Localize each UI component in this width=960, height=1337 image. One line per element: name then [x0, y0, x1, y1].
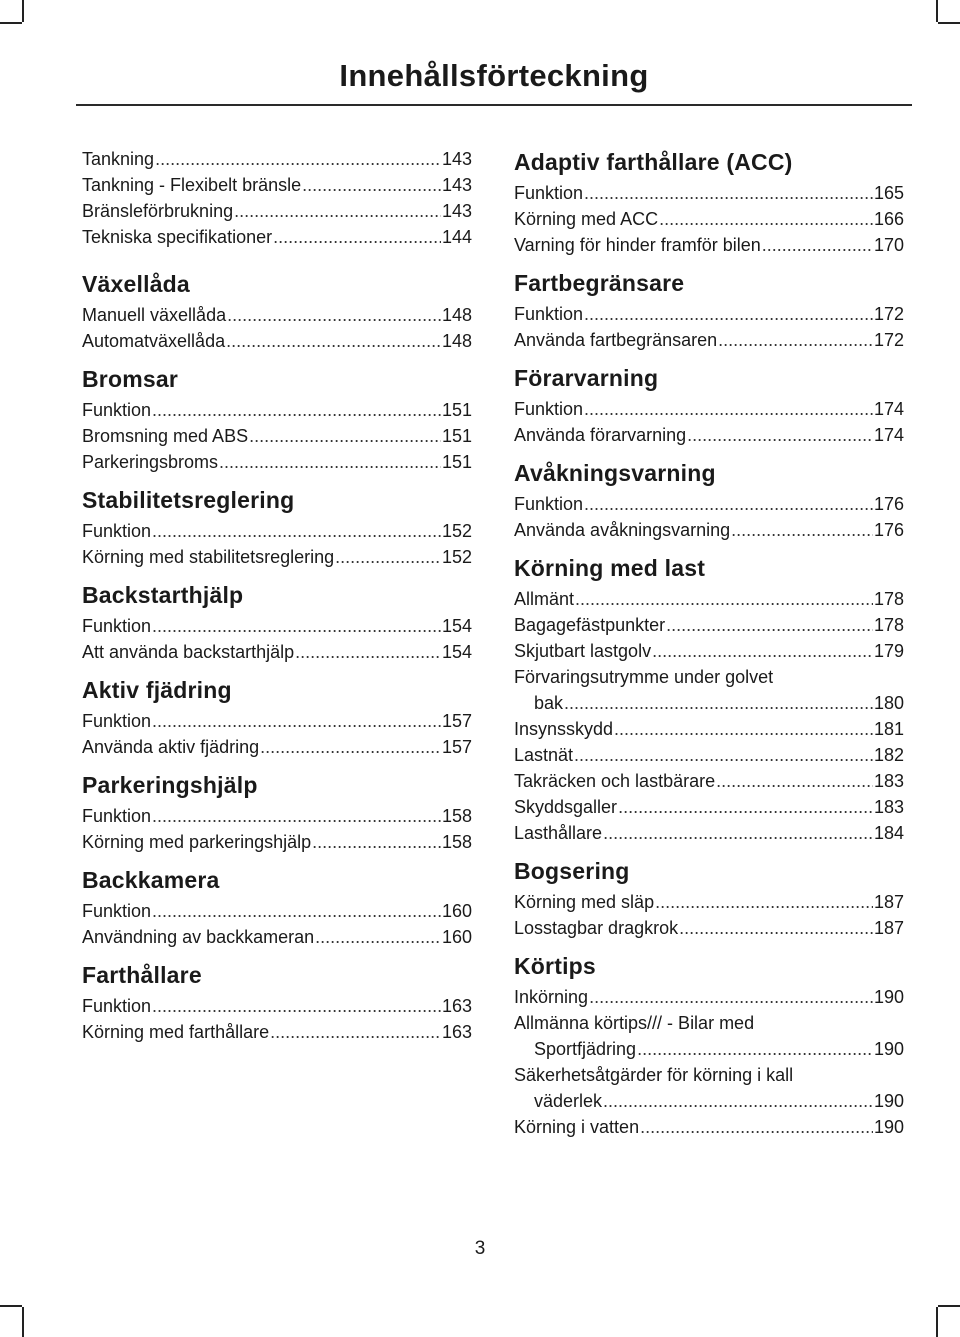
toc-entry[interactable]	[82, 423, 472, 449]
section-heading[interactable]: Backkamera	[82, 867, 220, 893]
toc-entry-page: 158	[441, 806, 472, 826]
toc-entry-page: 163	[441, 1022, 472, 1042]
section-heading[interactable]: Backstarthjälp	[82, 582, 244, 608]
toc-entry[interactable]	[514, 301, 904, 327]
dot-leader	[687, 422, 873, 448]
toc-entry[interactable]	[82, 544, 472, 570]
toc-entry-page: 176	[873, 494, 904, 514]
section-heading[interactable]: Fartbegränsare	[514, 270, 685, 296]
toc-entry-continuation	[514, 690, 904, 716]
toc-section	[82, 579, 472, 665]
toc-entry-page: 178	[873, 615, 904, 635]
dot-leader	[273, 224, 441, 250]
section-heading[interactable]: Aktiv fjädring	[82, 677, 232, 703]
toc-entry[interactable]	[82, 518, 472, 544]
toc-entry[interactable]	[82, 898, 472, 924]
toc-entry[interactable]	[514, 820, 904, 846]
dot-leader	[731, 517, 873, 543]
toc-entry-label: Automatväxellåda	[82, 331, 226, 351]
toc-entry-page: 181	[873, 719, 904, 739]
dot-leader	[302, 172, 441, 198]
toc-entry[interactable]	[514, 984, 904, 1010]
toc-entry-page: 154	[441, 616, 472, 636]
toc-entry-page: 148	[441, 331, 472, 351]
dot-leader	[603, 820, 873, 846]
toc-entry-label: Funktion	[82, 400, 152, 420]
toc-entry-page: 180	[873, 693, 904, 713]
toc-entry[interactable]	[514, 491, 904, 517]
toc-entry-page: 190	[873, 1091, 904, 1111]
dot-leader	[652, 638, 873, 664]
toc-entry-page: 151	[441, 452, 472, 472]
toc-entry-page: 158	[441, 832, 472, 852]
dot-leader	[270, 1019, 441, 1045]
toc-entry-label: Funktion	[514, 183, 584, 203]
toc-entry-label: Körning med släp	[514, 892, 655, 912]
toc-entry-label: Lastnät	[514, 745, 574, 765]
toc-entry-label: Lasthållare	[514, 823, 603, 843]
toc-entry-label-cont: väderlek	[534, 1091, 603, 1111]
crop-mark	[0, 1305, 22, 1307]
dot-leader	[584, 301, 873, 327]
dot-leader	[152, 708, 441, 734]
toc-entry-label: Takräcken och lastbärare	[514, 771, 716, 791]
toc-entry-label: Funktion	[514, 304, 584, 324]
toc-entry[interactable]	[514, 664, 904, 716]
toc-entry-page: 143	[441, 175, 472, 195]
toc-right-column	[514, 146, 904, 1149]
dot-leader	[226, 328, 441, 354]
toc-entry-page: 166	[873, 209, 904, 229]
crop-mark	[936, 1307, 938, 1337]
toc-entry-page: 160	[441, 901, 472, 921]
toc-section-top	[82, 146, 472, 250]
toc-entry-page: 157	[441, 737, 472, 757]
toc-entry-page: 172	[873, 304, 904, 324]
section-heading[interactable]: Stabilitetsreglering	[82, 487, 295, 513]
dot-leader	[618, 794, 873, 820]
toc-entry-label: Tankning	[82, 149, 155, 169]
toc-entry[interactable]	[514, 612, 904, 638]
toc-entry-page: 143	[441, 201, 472, 221]
toc-entry-page: 148	[441, 305, 472, 325]
toc-entry-label: Allmänt	[514, 589, 575, 609]
toc-entry[interactable]	[514, 638, 904, 664]
toc-entry-page: 151	[441, 400, 472, 420]
dot-leader	[155, 146, 441, 172]
toc-entry-label: Funktion	[82, 616, 152, 636]
toc-entry[interactable]	[514, 517, 904, 543]
toc-entry[interactable]	[514, 1062, 904, 1114]
dot-leader	[152, 397, 441, 423]
toc-entry-label: Körning med parkeringshjälp	[82, 832, 312, 852]
toc-entry[interactable]	[82, 397, 472, 423]
dot-leader	[315, 924, 441, 950]
dot-leader	[679, 915, 873, 941]
toc-entry[interactable]	[82, 639, 472, 665]
toc-entry-label: Funktion	[82, 806, 152, 826]
toc-entry-label: Varning för hinder framför bilen	[514, 235, 761, 255]
crop-mark	[22, 1307, 24, 1337]
toc-entry-label: Manuell växellåda	[82, 305, 227, 325]
toc-entry-page: 157	[441, 711, 472, 731]
dot-leader	[637, 1036, 873, 1062]
dot-leader	[335, 544, 441, 570]
dot-leader	[614, 716, 873, 742]
dot-leader	[659, 206, 873, 232]
toc-entry[interactable]	[82, 829, 472, 855]
toc-entry-label: Funktion	[82, 996, 152, 1016]
crop-mark	[938, 1305, 960, 1307]
toc-entry-label: Tankning - Flexibelt bränsle	[82, 175, 302, 195]
toc-entry-page: 190	[873, 987, 904, 1007]
toc-entry-page: 170	[873, 235, 904, 255]
section-heading[interactable]: Avåkningsvarning	[514, 460, 716, 486]
dot-leader	[152, 993, 441, 1019]
toc-entry[interactable]	[514, 232, 904, 258]
dot-leader	[584, 491, 873, 517]
section-heading[interactable]: Bogsering	[514, 858, 630, 884]
toc-section	[514, 950, 904, 1140]
crop-mark	[938, 22, 960, 24]
toc-entry-label: Skyddsgaller	[514, 797, 618, 817]
crop-mark	[0, 22, 22, 24]
dot-leader	[564, 690, 873, 716]
toc-entry-label: Förvaringsutrymme under golvet	[514, 667, 774, 687]
toc-section	[82, 484, 472, 570]
toc-entry[interactable]	[82, 146, 472, 172]
dot-leader	[640, 1114, 873, 1140]
toc-entry-label: Att använda backstarthjälp	[82, 642, 295, 662]
toc-entry-page: 176	[873, 520, 904, 540]
toc-entry-label: Inkörning	[514, 987, 589, 1007]
toc-entry-label: Bromsning med ABS	[82, 426, 249, 446]
toc-section	[82, 769, 472, 855]
page-number: 3	[474, 1238, 486, 1259]
toc-entry-label: Körning i vatten	[514, 1117, 640, 1137]
toc-entry-label: Insynsskydd	[514, 719, 614, 739]
toc-entry-label: Allmänna körtips/// - Bilar med	[514, 1013, 755, 1033]
toc-entry[interactable]	[82, 803, 472, 829]
toc-entry-page: 179	[873, 641, 904, 661]
toc-entry-label: Losstagbar dragkrok	[514, 918, 679, 938]
toc-entry[interactable]	[82, 993, 472, 1019]
toc-entry[interactable]	[514, 396, 904, 422]
toc-section	[82, 363, 472, 475]
toc-entry[interactable]	[514, 742, 904, 768]
dot-leader	[762, 232, 873, 258]
toc-section	[514, 146, 904, 258]
dot-leader	[584, 396, 873, 422]
toc-entry-page: 151	[441, 426, 472, 446]
section-heading[interactable]: Adaptiv farthållare (ACC)	[514, 149, 793, 175]
toc-entry-label: Tekniska specifikationer	[82, 227, 273, 247]
toc-entry-label: Funktion	[82, 711, 152, 731]
toc-entry-page: 152	[441, 547, 472, 567]
dot-leader	[603, 1088, 873, 1114]
toc-entry-page: 165	[873, 183, 904, 203]
toc-entry-label: Körning med stabilitetsreglering	[82, 547, 335, 567]
dot-leader	[249, 423, 441, 449]
dot-leader	[227, 302, 441, 328]
toc-entry[interactable]	[82, 224, 472, 250]
toc-section	[514, 855, 904, 941]
toc-entry[interactable]	[514, 794, 904, 820]
crop-mark	[936, 0, 938, 22]
toc-entry-page: 183	[873, 771, 904, 791]
toc-entry-page: 190	[873, 1039, 904, 1059]
section-heading[interactable]: Farthållare	[82, 962, 202, 988]
title-rule	[76, 104, 912, 106]
dot-leader	[152, 803, 441, 829]
toc-entry-page: 152	[441, 521, 472, 541]
toc-entry[interactable]	[514, 586, 904, 612]
toc-entry-page: 174	[873, 399, 904, 419]
toc-entry-label: Använda aktiv fjädring	[82, 737, 260, 757]
dot-leader	[655, 889, 873, 915]
toc-entry[interactable]	[514, 206, 904, 232]
toc-entry-page: 160	[441, 927, 472, 947]
toc-entry-continuation	[514, 1036, 904, 1062]
section-heading[interactable]: Parkeringshjälp	[82, 772, 258, 798]
toc-entry[interactable]	[514, 1010, 904, 1062]
dot-leader	[312, 829, 441, 855]
dot-leader	[152, 613, 441, 639]
dot-leader	[295, 639, 441, 665]
crop-mark	[22, 0, 24, 22]
section-heading[interactable]: Körtips	[514, 953, 596, 979]
section-heading[interactable]: Förarvarning	[514, 365, 659, 391]
toc-entry[interactable]	[514, 915, 904, 941]
dot-leader	[575, 586, 873, 612]
toc-entry-label: Funktion	[514, 494, 584, 514]
toc-entry-label: Användning av backkameran	[82, 927, 315, 947]
section-heading[interactable]: Körning med last	[514, 555, 706, 581]
toc-section	[514, 552, 904, 846]
toc-entry[interactable]	[514, 327, 904, 353]
toc-entry-label-cont: Sportfjädring	[534, 1039, 637, 1059]
toc-entry-label: Körning med farthållare	[82, 1022, 270, 1042]
toc-entry-label: Säkerhetsåtgärder för körning i kall	[514, 1065, 794, 1085]
toc-entry[interactable]	[514, 716, 904, 742]
toc-entry[interactable]	[82, 449, 472, 475]
toc-entry-page: 172	[873, 330, 904, 350]
dot-leader	[260, 734, 441, 760]
toc-entry-page: 154	[441, 642, 472, 662]
toc-entry-label: Funktion	[82, 901, 152, 921]
toc-entry[interactable]	[514, 768, 904, 794]
dot-leader	[574, 742, 873, 768]
toc-entry-page: 182	[873, 745, 904, 765]
toc-entry[interactable]	[82, 1019, 472, 1045]
toc-entry[interactable]	[82, 328, 472, 354]
toc-entry-page: 174	[873, 425, 904, 445]
toc-entry-page: 187	[873, 892, 904, 912]
toc-entry[interactable]	[514, 1114, 904, 1140]
dot-leader	[718, 327, 873, 353]
dot-leader	[666, 612, 873, 638]
toc-entry-page: 178	[873, 589, 904, 609]
toc-section	[514, 267, 904, 353]
toc-entry-label: Bränsleförbrukning	[82, 201, 234, 221]
section-heading[interactable]: Växellåda	[82, 271, 190, 297]
toc-entry-page: 144	[441, 227, 472, 247]
toc-entry-label-cont: bak	[534, 693, 564, 713]
toc-entry[interactable]	[514, 180, 904, 206]
toc-entry-page: 163	[441, 996, 472, 1016]
toc-entry-label: Skjutbart lastgolv	[514, 641, 652, 661]
page-title: Innehållsförteckning	[339, 58, 649, 93]
toc-entry-label: Använda fartbegränsaren	[514, 330, 718, 350]
toc-section	[82, 268, 472, 354]
toc-section	[82, 959, 472, 1045]
toc-entry-label: Funktion	[514, 399, 584, 419]
toc-entry[interactable]	[82, 302, 472, 328]
toc-entry[interactable]	[82, 198, 472, 224]
section-heading[interactable]: Bromsar	[82, 366, 178, 392]
toc-entry-label: Använda förarvarning	[514, 425, 687, 445]
dot-leader	[152, 518, 441, 544]
toc-entry-label: Funktion	[82, 521, 152, 541]
toc-entry[interactable]	[82, 172, 472, 198]
dot-leader	[234, 198, 441, 224]
toc-section	[514, 457, 904, 543]
toc-entry-label: Parkeringsbroms	[82, 452, 219, 472]
toc-entry-label: Använda avåkningsvarning	[514, 520, 731, 540]
toc-entry-page: 143	[441, 149, 472, 169]
toc-entry[interactable]	[82, 613, 472, 639]
toc-entry-page: 190	[873, 1117, 904, 1137]
dot-leader	[152, 898, 441, 924]
dot-leader	[716, 768, 873, 794]
toc-entry[interactable]	[82, 734, 472, 760]
toc-left-column	[82, 146, 472, 1054]
toc-entry[interactable]	[82, 708, 472, 734]
toc-entry[interactable]	[82, 924, 472, 950]
toc-entry-label: Bagagefästpunkter	[514, 615, 666, 635]
toc-section	[82, 674, 472, 760]
dot-leader	[219, 449, 441, 475]
toc-entry-continuation	[514, 1088, 904, 1114]
toc-entry-page: 183	[873, 797, 904, 817]
dot-leader	[584, 180, 873, 206]
toc-entry-label: Körning med ACC	[514, 209, 659, 229]
toc-entry[interactable]	[514, 889, 904, 915]
toc-section	[514, 362, 904, 448]
dot-leader	[589, 984, 873, 1010]
toc-section	[82, 864, 472, 950]
toc-entry-page: 184	[873, 823, 904, 843]
toc-entry-page: 187	[873, 918, 904, 938]
toc-entry[interactable]	[514, 422, 904, 448]
